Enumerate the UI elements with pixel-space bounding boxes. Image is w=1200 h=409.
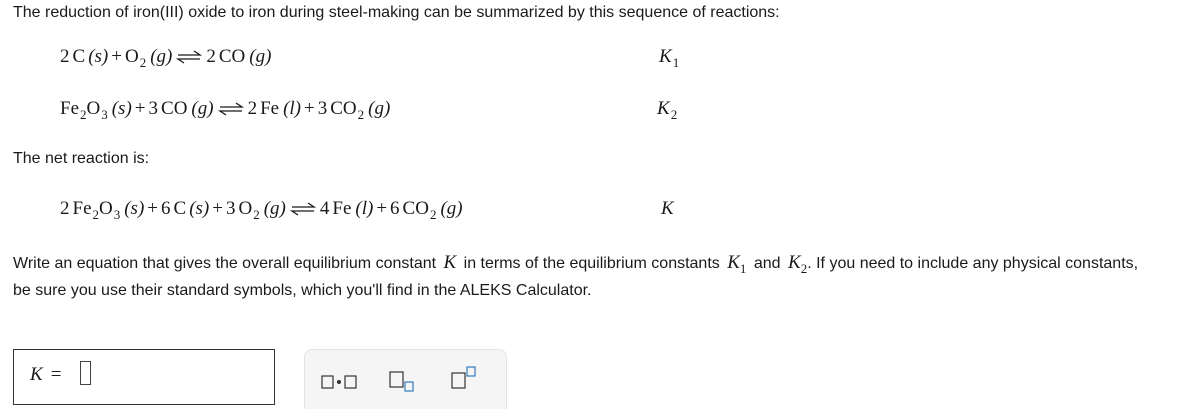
species: CO	[330, 98, 357, 119]
coef: 2	[60, 198, 70, 219]
subscript: 1	[739, 261, 747, 276]
species: Fe	[332, 198, 352, 219]
subscript: 2	[80, 107, 87, 122]
state: (l)	[283, 98, 302, 119]
subscript: 2	[429, 207, 437, 222]
plus-sign: +	[147, 198, 159, 219]
equilibrium-arrow-icon	[218, 98, 244, 120]
state: (s)	[111, 98, 132, 119]
instructions-line-1	[13, 252, 1138, 274]
coef: 4	[319, 198, 330, 219]
coef: 3	[225, 198, 236, 219]
equilibrium-arrow-icon	[176, 46, 202, 68]
species: CO	[161, 98, 188, 119]
answer-equals-sign: =	[50, 364, 62, 385]
subscript: 3	[101, 107, 108, 122]
plus-sign: +	[111, 46, 122, 67]
constant-symbol: K	[657, 98, 670, 119]
answer-input-box[interactable]	[13, 349, 275, 405]
subscript: 1	[672, 55, 680, 70]
plus-sign: +	[376, 198, 388, 219]
constant-symbol: K	[659, 46, 672, 67]
multiply-dot-icon	[321, 374, 357, 390]
instructions-line-2: be sure you use their standard symbols, which you'll find in the ALEKS Calculator.	[13, 282, 592, 299]
constant-symbol: K	[443, 252, 457, 273]
reaction-2	[60, 98, 390, 120]
plus-sign: +	[134, 98, 146, 119]
instruction-text: Write an equation that gives the overall equilibrium constant	[13, 255, 437, 272]
constant-symbol: K	[788, 252, 801, 273]
plus-sign: +	[304, 98, 315, 119]
species: C	[173, 198, 187, 219]
subscript: 2	[357, 107, 365, 122]
state: (g)	[440, 198, 463, 219]
state: (s)	[124, 198, 145, 219]
state: (g)	[191, 98, 214, 119]
species: C	[72, 46, 86, 67]
intro-text: The reduction of iron(III) oxide to iron during steel-making can be summarized by this sequence of reactions:	[13, 4, 780, 21]
species: O	[99, 198, 113, 219]
multiply-dot-button[interactable]	[321, 374, 357, 390]
coef: 3	[148, 98, 159, 119]
subscript: 2	[670, 107, 678, 122]
superscript-button[interactable]	[451, 366, 477, 390]
answer-input-slot[interactable]	[80, 361, 91, 385]
species: Fe	[260, 98, 280, 119]
state: (l)	[355, 198, 374, 219]
state: (s)	[88, 46, 109, 67]
subscript: 3	[113, 207, 121, 222]
constant-K: K	[661, 198, 674, 219]
state: (s)	[189, 198, 210, 219]
subscript: 2	[139, 55, 147, 70]
subscript: 2	[800, 261, 808, 276]
subscript-icon	[389, 370, 415, 392]
net-reaction	[60, 198, 463, 220]
coef: 2	[206, 46, 216, 67]
plus-sign: +	[212, 198, 223, 219]
answer-label	[30, 364, 61, 386]
instruction-text: and	[753, 255, 781, 272]
superscript-icon	[451, 366, 477, 390]
coef: 3	[317, 98, 328, 119]
instruction-text: in terms of the equilibrium constants	[463, 255, 720, 272]
constant-K1	[659, 46, 679, 68]
math-toolbar	[304, 349, 507, 409]
subscript: 2	[92, 207, 99, 222]
constant-K2	[657, 98, 677, 120]
species: CO	[402, 198, 429, 219]
instruction-text: . If you need to include any physical constants,	[807, 255, 1139, 272]
net-reaction-label: The net reaction is:	[13, 150, 150, 167]
species: O	[86, 98, 101, 119]
coef: 2	[60, 46, 70, 67]
state: (g)	[249, 46, 272, 67]
species: Fe	[60, 98, 79, 119]
equilibrium-arrow-icon	[290, 198, 316, 220]
coef: 2	[247, 98, 258, 119]
state: (g)	[150, 46, 173, 67]
constant-symbol: K	[727, 252, 740, 273]
subscript-button[interactable]	[389, 370, 415, 392]
state: (g)	[263, 198, 286, 219]
coef: 6	[161, 198, 171, 219]
state: (g)	[368, 98, 391, 119]
reaction-1	[60, 46, 271, 68]
answer-K-symbol: K	[30, 364, 43, 385]
species: O	[238, 198, 253, 219]
coef: 6	[390, 198, 400, 219]
subscript: 2	[253, 207, 260, 222]
species: CO	[218, 46, 246, 67]
species: Fe	[72, 198, 92, 219]
species: O	[124, 46, 139, 67]
